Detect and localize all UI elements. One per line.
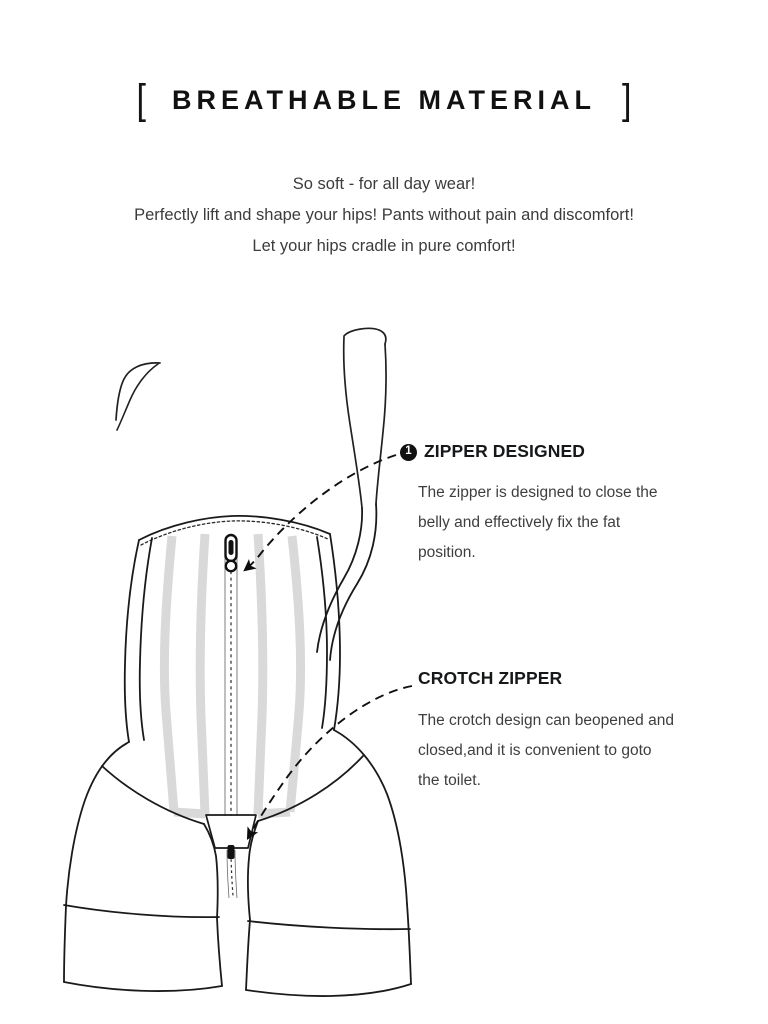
callout-1-badge: 1	[400, 444, 417, 461]
callout-2-body-line-3: the toilet.	[418, 772, 481, 789]
crotch-gusset	[206, 815, 256, 848]
callout-crotch-zipper	[418, 667, 728, 796]
subtitle-line-1: So soft - for all day wear!	[292, 175, 476, 193]
subtitle-line-2: Perfectly lift and shape your hips! Pants without pain and discomfort!	[134, 206, 634, 224]
bracket-right-icon: ]	[621, 76, 632, 124]
callout-2-body	[418, 706, 728, 796]
torso-outline	[125, 504, 377, 742]
callout-1-body-line-1: The zipper is designed to close the	[418, 484, 658, 501]
subtitle-line-3: Let your hips cradle in pure comfort!	[252, 237, 516, 255]
callout-zipper-designed	[400, 440, 700, 568]
torso-panel-shading	[164, 534, 300, 814]
arm-fragment	[116, 363, 160, 430]
callout-1-body-line-2: belly and effectively fix the fat	[418, 514, 621, 531]
neck-arm-stub	[344, 328, 386, 508]
front-zipper	[225, 552, 237, 816]
leader-crotch-zipper	[248, 686, 412, 838]
leader-zipper-designed	[245, 455, 396, 570]
callout-2-title: CROTCH ZIPPER	[418, 668, 563, 689]
page-title	[0, 76, 768, 124]
callout-1-head	[400, 440, 700, 464]
callout-1-body	[418, 478, 700, 568]
bracket-left-icon: [	[136, 76, 146, 124]
callout-1-body-line-3: position.	[418, 544, 476, 561]
callout-2-body-line-2: closed,and it is convenient to goto	[418, 742, 652, 759]
crotch-zipper	[227, 845, 237, 898]
callout-1-title: ZIPPER DESIGNED	[424, 441, 585, 462]
leg-hem-bands	[64, 905, 411, 996]
hip-shorts-outline	[64, 730, 411, 990]
callout-2-body-line-1: The crotch design can beopened and	[418, 712, 674, 729]
zipper-pull	[226, 535, 237, 571]
callout-2-head	[418, 667, 728, 691]
page-title-text: BREATHABLE MATERIAL	[172, 84, 596, 115]
